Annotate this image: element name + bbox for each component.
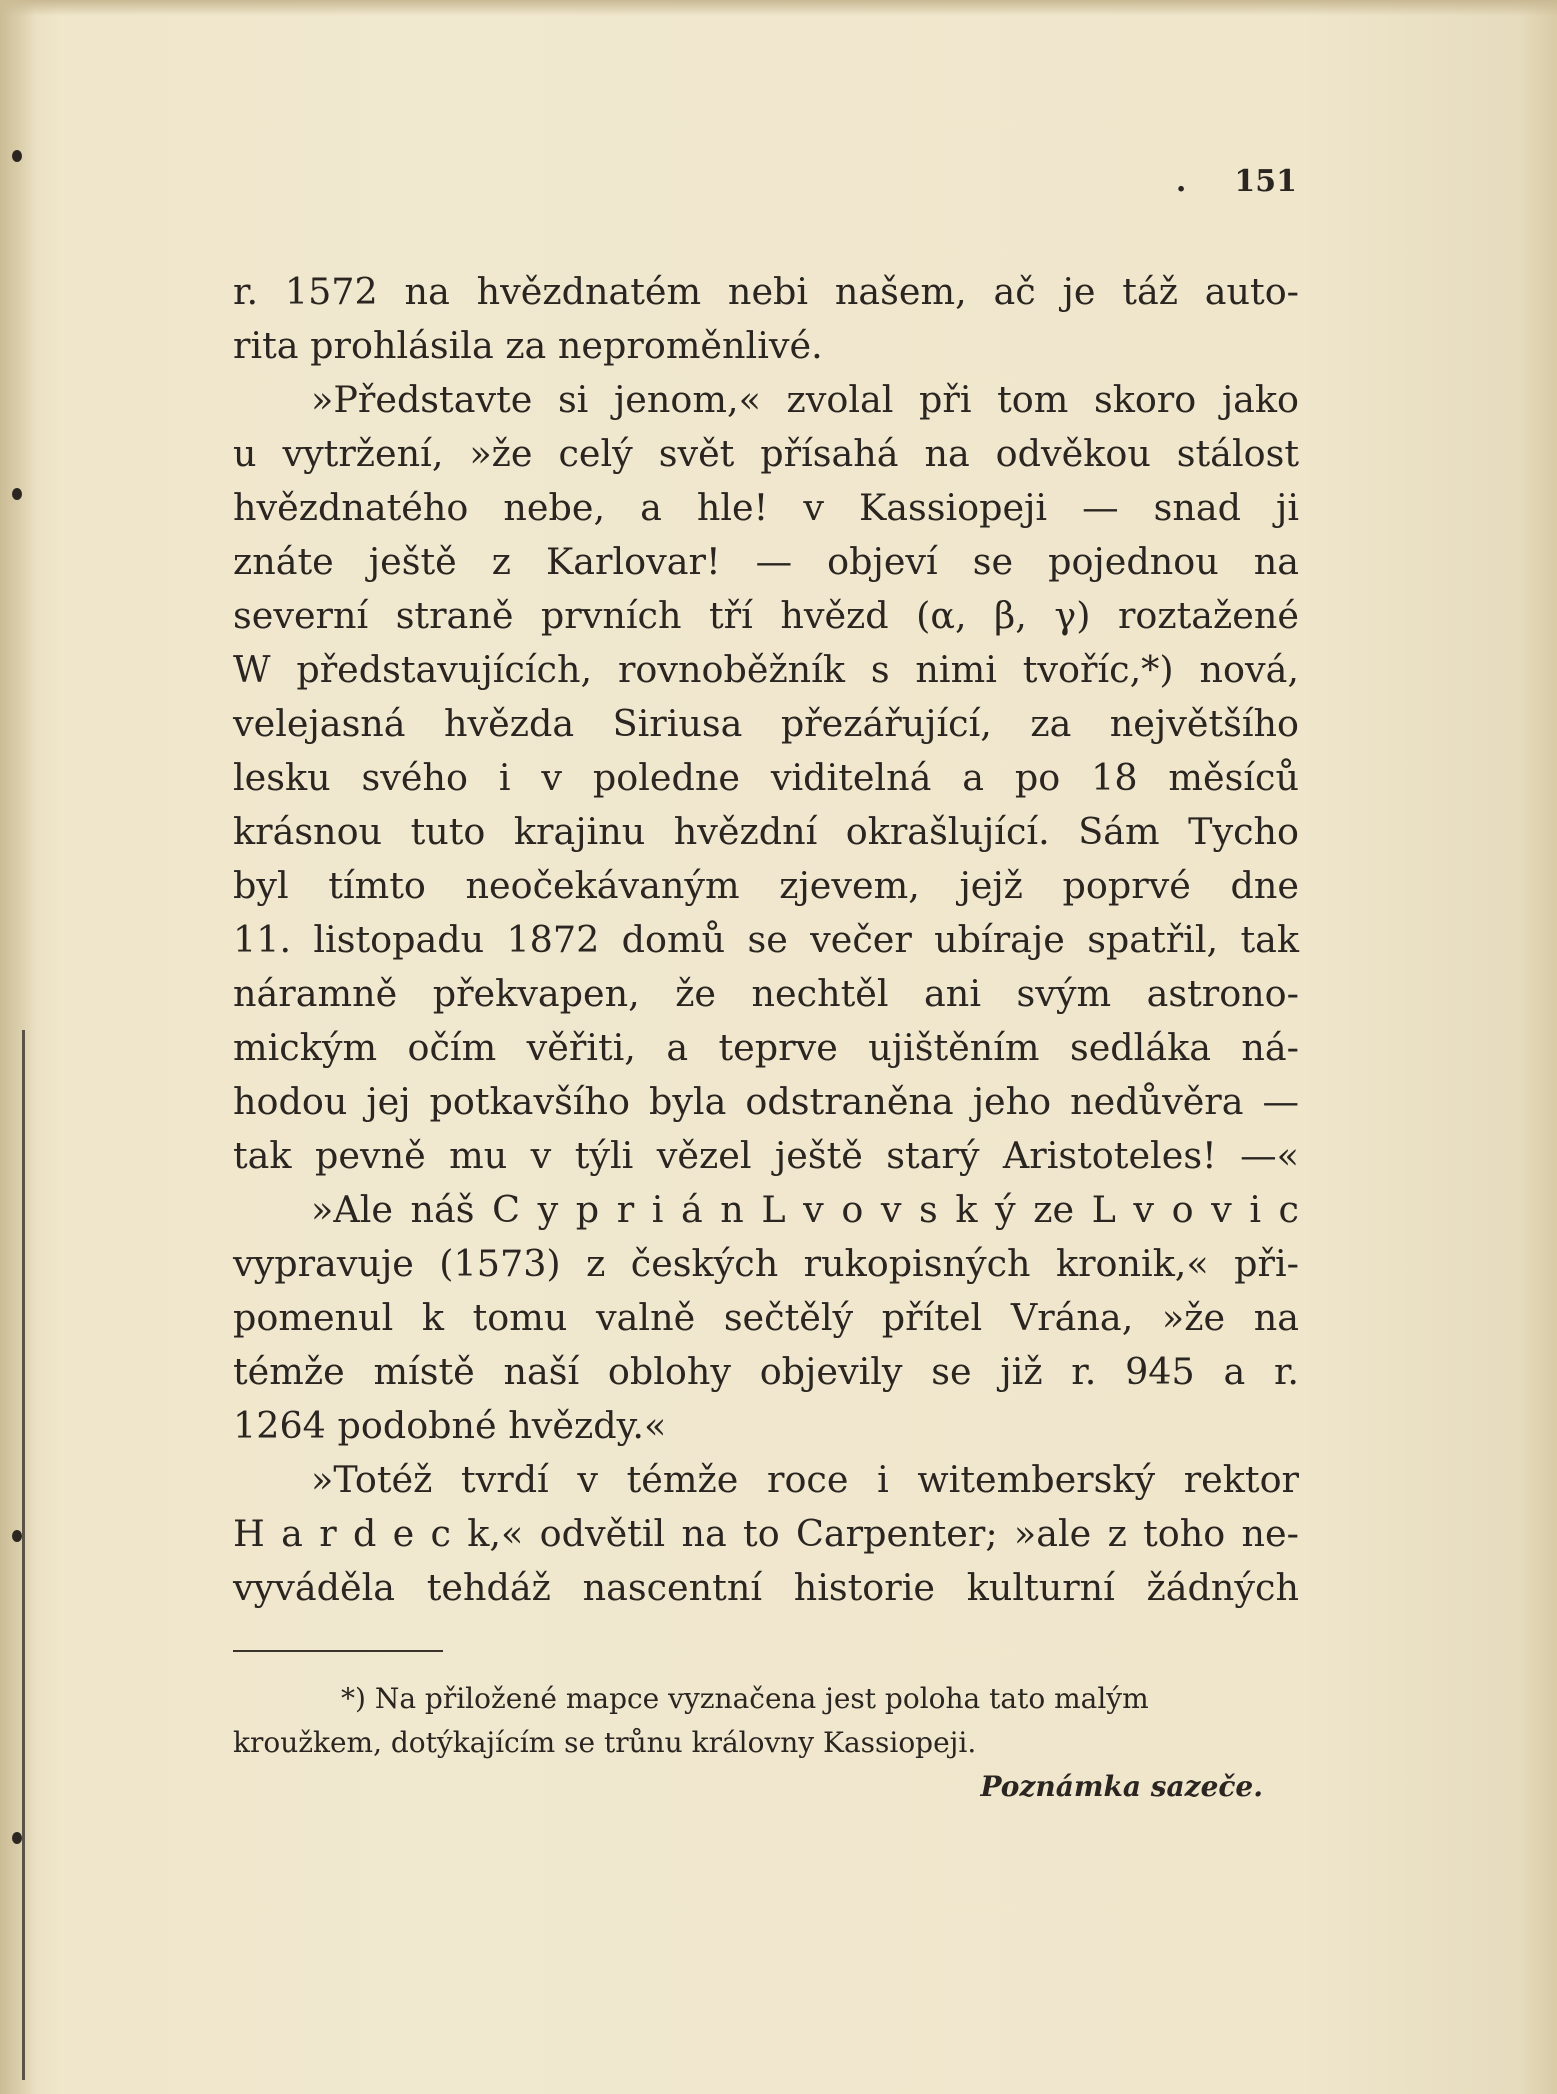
text-line: »Představte si jenom,« zvolal při tom skoro jako (311, 378, 1299, 421)
text-line: vypravuje (1573) z českých rukopisných kronik,« při- (233, 1242, 1299, 1285)
text-line: hodou jej potkavšího byla odstraněna jeho nedůvěra — (233, 1080, 1299, 1123)
text-line: vyváděla tehdáž nascentní historie kulturní žádných (233, 1566, 1299, 1609)
text-line: pomenul k tomu valně sečtělý přítel Vrána, »že na (233, 1296, 1299, 1339)
text-line: náramně překvapen, že nechtěl ani svým astrono- (233, 972, 1299, 1015)
text-line: velejasná hvězda Siriusa přezářující, za největšího (233, 702, 1299, 745)
footnote-line-2: kroužkem, dotýkajícím se trůnu královny Kassiopeji. (233, 1726, 977, 1759)
text-line: u vytržení, »že celý svět přísahá na odvěkou stálost (233, 432, 1299, 475)
footnote-rule (233, 1650, 443, 1652)
gutter-line (22, 1030, 25, 2080)
text-line: H a r d e c k,« odvětil na to Carpenter; »ale z toho ne- (233, 1512, 1299, 1555)
text-line: témže místě naší oblohy objevily se již r. 945 a r. (233, 1350, 1299, 1393)
page-number-value: 151 (1234, 164, 1297, 199)
text-line: 1264 podobné hvězdy.« (233, 1404, 667, 1447)
text-line: lesku svého i v poledne viditelná a po 18 měsíců (233, 756, 1299, 799)
footnote-signature: Poznámka sazeče. (980, 1770, 1263, 1803)
body-text (233, 265, 1299, 1615)
text-line: r. 1572 na hvězdnatém nebi našem, ač je táž auto- (233, 270, 1299, 313)
page-number-dot: . (1175, 164, 1187, 199)
text-line: W představujících, rovnoběžník s nimi tvoříc,*) nová, (233, 648, 1299, 691)
text-line: severní straně prvních tří hvězd (α, β, γ) roztažené (233, 594, 1299, 637)
text-line: byl tímto neočekávaným zjevem, jejž poprvé dne (233, 864, 1299, 907)
margin-mark-3 (12, 1530, 22, 1542)
page-top-edge (0, 0, 1557, 16)
margin-mark-1 (12, 150, 22, 162)
text-line: »Ale náš C y p r i á n L v o v s k ý ze L v o v i c (311, 1188, 1299, 1231)
footnote-line-1: *) Na přiložené mapce vyznačena jest poloha tato malým (341, 1682, 1149, 1715)
text-line: znáte ještě z Karlovar! — objeví se pojednou na (233, 540, 1299, 583)
margin-mark-2 (12, 488, 22, 500)
text-line: hvězdnatého nebe, a hle! v Kassiopeji — snad ji (233, 486, 1299, 529)
margin-mark-4 (12, 1832, 22, 1844)
text-line: mickým očím věřiti, a teprve ujištěním sedláka ná- (233, 1026, 1299, 1069)
text-line: rita prohlásila za neproměnlivé. (233, 324, 823, 367)
page-number (1176, 164, 1297, 199)
binding-shadow (0, 0, 36, 2094)
text-line: krásnou tuto krajinu hvězdní okrašlující. Sám Tycho (233, 810, 1299, 853)
text-line: tak pevně mu v týli vězel ještě starý Aristoteles! —« (233, 1134, 1299, 1177)
text-line: »Totéž tvrdí v témže roce i witemberský rektor (311, 1458, 1299, 1501)
footnote (233, 1677, 1293, 1809)
text-line: 11. listopadu 1872 domů se večer ubíraje spatřil, tak (233, 918, 1299, 961)
